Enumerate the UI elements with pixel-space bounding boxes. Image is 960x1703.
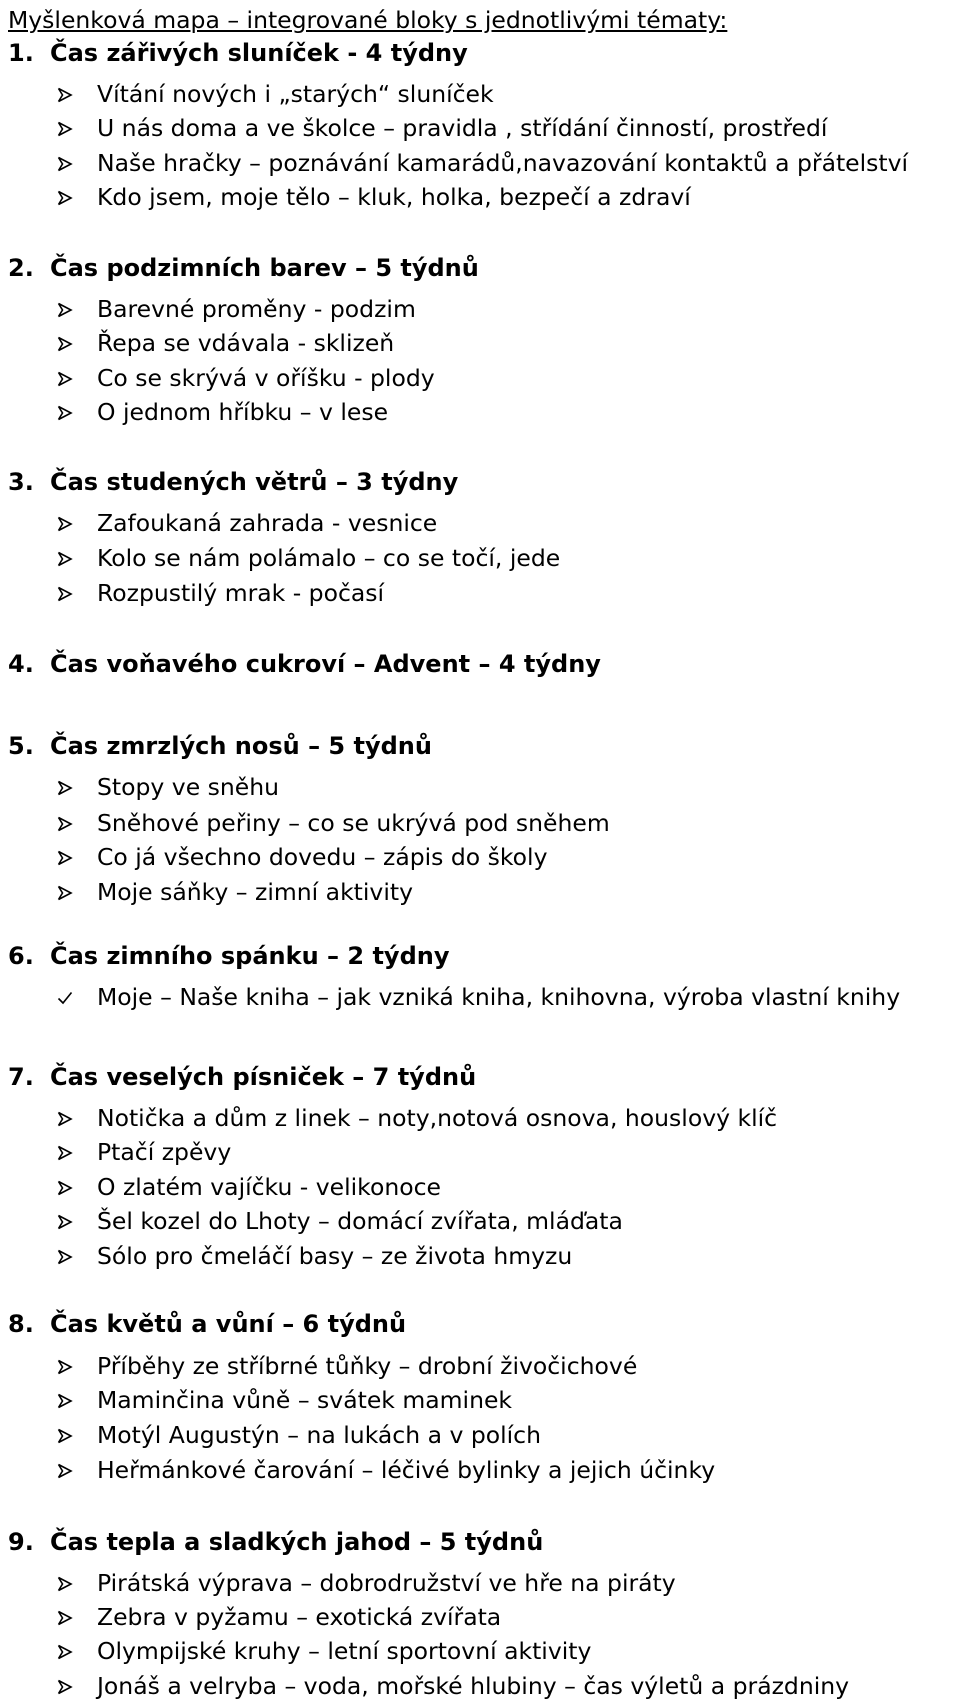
arrowhead-icon: [57, 190, 73, 206]
section-title: Čas podzimních barev – 5 týdnů: [50, 254, 479, 282]
arrowhead-icon: [57, 1180, 73, 1196]
arrowhead-icon: [57, 336, 73, 352]
list-item-text: Barevné proměny - podzim: [97, 295, 416, 323]
list-item-text: Olympijské kruhy – letní sportovní aktivity: [97, 1637, 592, 1665]
arrowhead-icon: [57, 850, 73, 866]
list-item-text: Příběhy ze stříbrné tůňky – drobní živočichové: [97, 1352, 638, 1380]
list-item-text: Ptačí zpěvy: [97, 1138, 232, 1166]
list-item-text: Kdo jsem, moje tělo – kluk, holka, bezpečí a zdraví: [97, 183, 691, 211]
arrowhead-icon: [57, 1111, 73, 1127]
list-item-text: Pirátská výprava – dobrodružství ve hře na piráty: [97, 1569, 676, 1597]
arrowhead-icon: [57, 1576, 73, 1592]
section-heading: [8, 37, 468, 69]
list-item-text: Řepa se vdávala - sklizeň: [97, 329, 395, 357]
list-item-text: Moje – Naše kniha – jak vzniká kniha, knihovna, výroba vlastní knihy: [97, 983, 901, 1011]
section-number: 9.: [8, 1528, 34, 1556]
arrowhead-icon: [57, 816, 73, 832]
list-item-text: Zebra v pyžamu – exotická zvířata: [97, 1603, 502, 1631]
arrowhead-icon: [57, 87, 73, 103]
list-item-text: Sólo pro čmeláčí basy – ze života hmyzu: [97, 1242, 573, 1270]
section-heading: [8, 730, 432, 762]
arrowhead-icon: [57, 156, 73, 172]
arrowhead-icon: [57, 1249, 73, 1265]
list-item-text: Jonáš a velryba – voda, mořské hlubiny – čas výletů a prázdniny: [97, 1672, 850, 1700]
section-number: 5.: [8, 732, 34, 760]
section-heading: [8, 252, 479, 284]
arrowhead-icon: [57, 1145, 73, 1161]
list-item-text: Maminčina vůně – svátek maminek: [97, 1386, 513, 1414]
section-heading: [8, 940, 449, 972]
section-heading: [8, 1308, 406, 1340]
document-title: Myšlenková mapa – integrované bloky s jednotlivými tématy:: [8, 6, 728, 34]
list-item-text: Rozpustilý mrak - počasí: [97, 579, 385, 607]
checkmark-icon: [57, 990, 73, 1006]
list-item-text: Co já všechno dovedu – zápis do školy: [97, 843, 548, 871]
list-item-text: Sněhové peřiny – co se ukrývá pod sněhem: [97, 809, 610, 837]
arrowhead-icon: [57, 516, 73, 532]
section-number: 2.: [8, 254, 34, 282]
list-item-text: Motýl Augustýn – na lukách a v polích: [97, 1421, 541, 1449]
arrowhead-icon: [57, 1359, 73, 1375]
section-title: Čas voňavého cukroví – Advent – 4 týdny: [50, 650, 601, 678]
section-title: Čas tepla a sladkých jahod – 5 týdnů: [50, 1528, 544, 1556]
section-heading: [8, 648, 601, 680]
list-item-text: Heřmánkové čarování – léčivé bylinky a jejich účinky: [97, 1456, 716, 1484]
list-item-text: Notička a dům z linek – noty,notová osnova, houslový klíč: [97, 1104, 778, 1132]
arrowhead-icon: [57, 1214, 73, 1230]
list-item-text: O jednom hříbku – v lese: [97, 398, 389, 426]
list-item-text: Šel kozel do Lhoty – domácí zvířata, mláďata: [97, 1207, 623, 1235]
section-heading: [8, 1061, 476, 1093]
section-title: Čas veselých písniček – 7 týdnů: [50, 1063, 477, 1091]
arrowhead-icon: [57, 885, 73, 901]
section-title: Čas zmrzlých nosů – 5 týdnů: [50, 732, 432, 760]
list-item-text: U nás doma a ve školce – pravidla , střídání činností, prostředí: [97, 114, 828, 142]
arrowhead-icon: [57, 1610, 73, 1626]
section-number: 8.: [8, 1310, 34, 1338]
section-number: 1.: [8, 39, 34, 67]
arrowhead-icon: [57, 405, 73, 421]
arrowhead-icon: [57, 551, 73, 567]
section-heading: [8, 466, 458, 498]
section-number: 7.: [8, 1063, 34, 1091]
section-number: 4.: [8, 650, 34, 678]
list-item-text: Co se skrývá v oříšku - plody: [97, 364, 435, 392]
arrowhead-icon: [57, 121, 73, 137]
arrowhead-icon: [57, 780, 73, 796]
section-title: Čas studených větrů – 3 týdny: [50, 468, 459, 496]
list-item-text: Kolo se nám polámalo – co se točí, jede: [97, 544, 561, 572]
section-number: 6.: [8, 942, 34, 970]
arrowhead-icon: [57, 1679, 73, 1695]
list-item-text: O zlatém vajíčku - velikonoce: [97, 1173, 441, 1201]
list-item-text: Vítání nových i „starých“ sluníček: [97, 80, 494, 108]
list-item-text: Zafoukaná zahrada - vesnice: [97, 509, 438, 537]
arrowhead-icon: [57, 1644, 73, 1660]
arrowhead-icon: [57, 1463, 73, 1479]
arrowhead-icon: [57, 302, 73, 318]
section-heading: [8, 1526, 543, 1558]
section-title: Čas zimního spánku – 2 týdny: [50, 942, 450, 970]
list-item-text: Naše hračky – poznávání kamarádů,navazování kontaktů a přátelství: [97, 149, 909, 177]
section-number: 3.: [8, 468, 34, 496]
arrowhead-icon: [57, 1428, 73, 1444]
section-title: Čas zářivých sluníček - 4 týdny: [50, 39, 468, 67]
section-title: Čas květů a vůní – 6 týdnů: [50, 1310, 407, 1338]
list-item-text: Stopy ve sněhu: [97, 773, 280, 801]
arrowhead-icon: [57, 371, 73, 387]
list-item-text: Moje sáňky – zimní aktivity: [97, 878, 413, 906]
arrowhead-icon: [57, 1393, 73, 1409]
arrowhead-icon: [57, 586, 73, 602]
